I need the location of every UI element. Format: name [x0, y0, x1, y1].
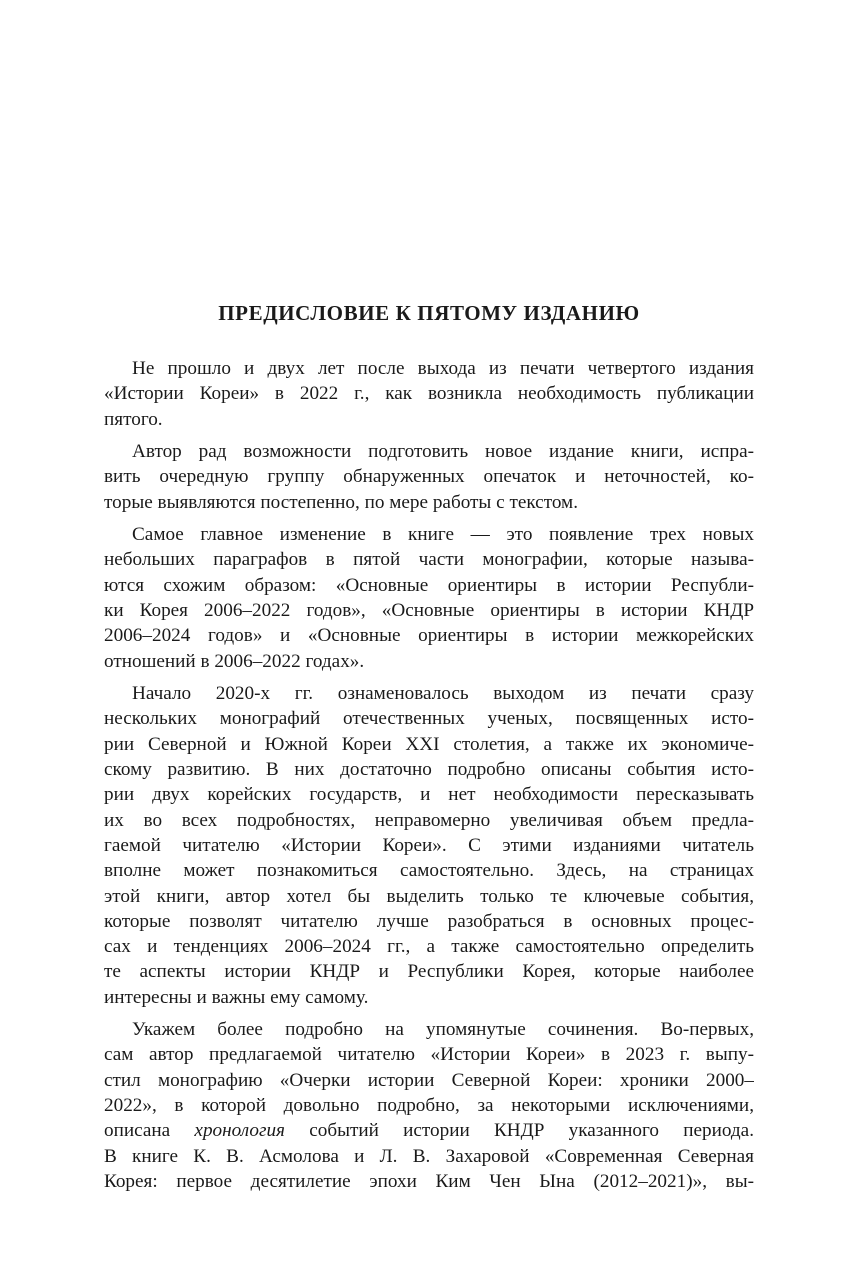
text-line: вполне может познакомиться самостоятельно. Здесь, на страницах [104, 860, 754, 882]
text-line: торые выявляются постепенно, по мере работы с текстом. [104, 491, 578, 513]
text-line: Корея: первое десятилетие эпохи Ким Чен Ына (2012–2021)», вы- [104, 1170, 754, 1192]
text-line: отношений в 2006–2022 годах». [104, 650, 365, 672]
text-line: Не прошло и двух лет после выхода из печати четвертого издания [132, 358, 754, 379]
paragraph-4 [104, 681, 754, 1010]
text-line: В книге К. В. Асмолова и Л. В. Захаровой «Современная Северная [104, 1145, 754, 1167]
paragraph-3 [104, 522, 754, 674]
text-line: «Истории Кореи» в 2022 г., как возникла необходимость публикации [104, 383, 754, 405]
text-line: те аспекты истории КНДР и Республики Корея, которые наиболее [104, 961, 754, 983]
paragraph-1 [104, 356, 754, 432]
text-line: ки Корея 2006–2022 годов», «Основные ориентиры в истории КНДР [104, 600, 754, 622]
text-line: рии Северной и Южной Кореи XXI столетия, а также их экономиче- [104, 733, 754, 755]
text-line: ются схожим образом: «Основные ориентиры в истории Республи- [104, 574, 754, 596]
text-line: Самое главное изменение в книге — это появление трех новых [132, 524, 754, 546]
text-line: Укажем более подробно на упомянутые сочинения. Во-первых, [132, 1019, 754, 1041]
text-line: интересны и важны ему самому. [104, 986, 369, 1008]
body-text [104, 356, 754, 1201]
text-line: описана хронология событий истории КНДР указанного периода. [104, 1120, 754, 1142]
text-line: скому развитию. В них достаточно подробно описаны события исто- [104, 759, 754, 781]
text-line: небольших параграфов в пятой части монографии, которые называ- [104, 549, 754, 571]
text-line: сам автор предлагаемой читателю «Истории Кореи» в 2023 г. выпу- [104, 1044, 754, 1066]
paragraph-5 [104, 1017, 754, 1194]
text-line: гаемой читателю «Истории Кореи». С этими изданиями читатель [104, 834, 754, 856]
text-line: сах и тенденциях 2006–2024 гг., а также самостоятельно определить [104, 936, 754, 958]
text-line: вить очередную группу обнаруженных опечаток и неточностей, ко- [104, 466, 754, 488]
text-line: нескольких монографий отечественных ученых, посвященных исто- [104, 708, 754, 730]
text-line: которые позволят читателю лучше разобраться в основных процес- [104, 910, 754, 932]
text-line: пятого. [104, 408, 163, 430]
text-line: Автор рад возможности подготовить новое издание книги, испра- [132, 441, 754, 463]
text-line: стил монографию «Очерки истории Северной Кореи: хроники 2000– [104, 1069, 754, 1091]
paragraph-2 [104, 439, 754, 515]
text-line: 2006–2024 годов» и «Основные ориентиры в истории межкорейских [104, 625, 754, 647]
text-line: их во всех подробностях, неправомерно увеличивая объем предла- [104, 809, 754, 831]
text-line: рии двух корейских государств, и нет необходимости пересказывать [104, 784, 754, 806]
page-title: ПРЕДИСЛОВИЕ К ПЯТОМУ ИЗДАНИЮ [218, 301, 640, 325]
text-line: 2022», в которой довольно подробно, за некоторыми исключениями, [104, 1095, 754, 1117]
text-line: Начало 2020-х гг. ознаменовалось выходом из печати сразу [132, 683, 754, 705]
text-line: этой книги, автор хотел бы выделить только те ключевые события, [104, 885, 754, 907]
